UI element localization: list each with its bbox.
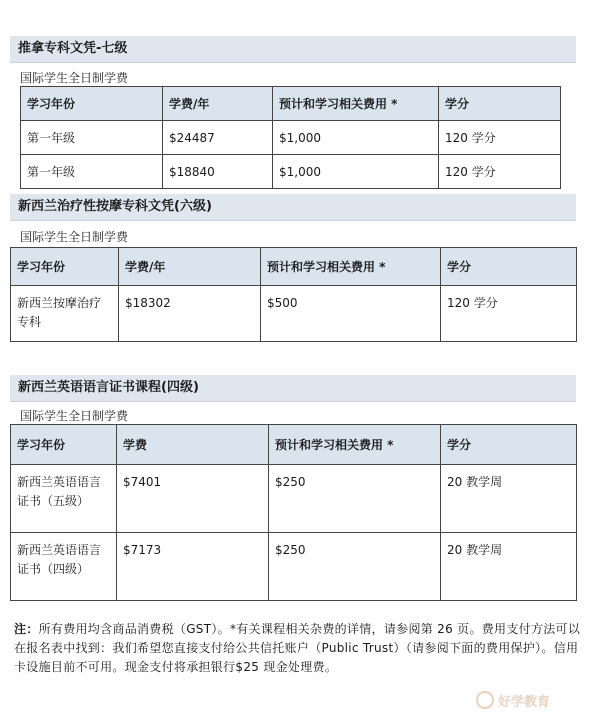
table-row: [11, 286, 577, 342]
cell-related-costs: $250: [269, 465, 441, 533]
header-tuition: 学费/年: [163, 87, 273, 121]
fee-table-level6: [10, 247, 577, 342]
note-label: 注：: [14, 622, 39, 636]
cell-tuition: $24487: [163, 121, 273, 155]
cell-credits: 20 教学周: [441, 533, 577, 601]
section-subtitle: 国际学生全日制学费: [20, 230, 129, 244]
cell-credits: 120 学分: [439, 155, 561, 189]
fee-note: [14, 620, 584, 677]
cell-study-year: 第一年级: [21, 155, 163, 189]
header-related-costs: 预计和学习相关费用 *: [261, 248, 441, 286]
cell-credits: 20 教学周: [441, 465, 577, 533]
header-credits: 学分: [439, 87, 561, 121]
header-credits: 学分: [441, 248, 577, 286]
cell-related-costs: $1,000: [273, 121, 439, 155]
cell-study-year: 新西兰英语语言证书（四级）: [11, 533, 117, 601]
note-text: 所有费用均含商品消费税（GST）。*有关课程相关杂费的详情，请参阅第 26 页。费用支付方法可以在报名表中找到：我们希望您直接支付给公共信托账户（Public Trust）（请参阅下面的费用保护）。信用卡设施目前不可用。现金支付将承担银行$25 现金处理费。: [14, 622, 581, 674]
cell-credits: 120 学分: [441, 286, 577, 342]
cell-tuition: $18840: [163, 155, 273, 189]
fee-table-level7: [20, 86, 561, 189]
header-related-costs: 预计和学习相关费用 *: [273, 87, 439, 121]
table-header-row: [11, 425, 577, 465]
header-tuition: 学费: [117, 425, 269, 465]
section-subtitle: 国际学生全日制学费: [20, 71, 129, 85]
table-row: [21, 155, 561, 189]
table-row: [21, 121, 561, 155]
logo-circle-icon: [476, 691, 494, 709]
cell-tuition: $7173: [117, 533, 269, 601]
section-title-diploma-level7: 推拿专科文凭-七级: [10, 36, 576, 63]
fee-table-english: [10, 424, 577, 601]
table-row: [11, 533, 577, 601]
header-study-year: 学习年份: [11, 425, 117, 465]
header-credits: 学分: [441, 425, 577, 465]
watermark-text: 好学教育: [498, 694, 551, 710]
section-subtitle: 国际学生全日制学费: [20, 409, 129, 423]
cell-related-costs: $1,000: [273, 155, 439, 189]
cell-tuition: $18302: [119, 286, 261, 342]
table-row: [11, 465, 577, 533]
header-study-year: 学习年份: [21, 87, 163, 121]
watermark-logo: [476, 687, 592, 713]
table-header-row: [11, 248, 577, 286]
cell-related-costs: $500: [261, 286, 441, 342]
cell-related-costs: $250: [269, 533, 441, 601]
section-title-massage-level6: 新西兰治疗性按摩专科文凭(六级): [10, 194, 576, 221]
cell-study-year: 第一年级: [21, 121, 163, 155]
header-study-year: 学习年份: [11, 248, 119, 286]
cell-tuition: $7401: [117, 465, 269, 533]
cell-study-year: 新西兰按摩治疗专科: [11, 286, 119, 342]
cell-study-year: 新西兰英语语言证书（五级）: [11, 465, 117, 533]
cell-credits: 120 学分: [439, 121, 561, 155]
table-header-row: [21, 87, 561, 121]
header-tuition: 学费/年: [119, 248, 261, 286]
section-title-english-level4: 新西兰英语语言证书课程(四级): [10, 375, 576, 402]
header-related-costs: 预计和学习相关费用 *: [269, 425, 441, 465]
